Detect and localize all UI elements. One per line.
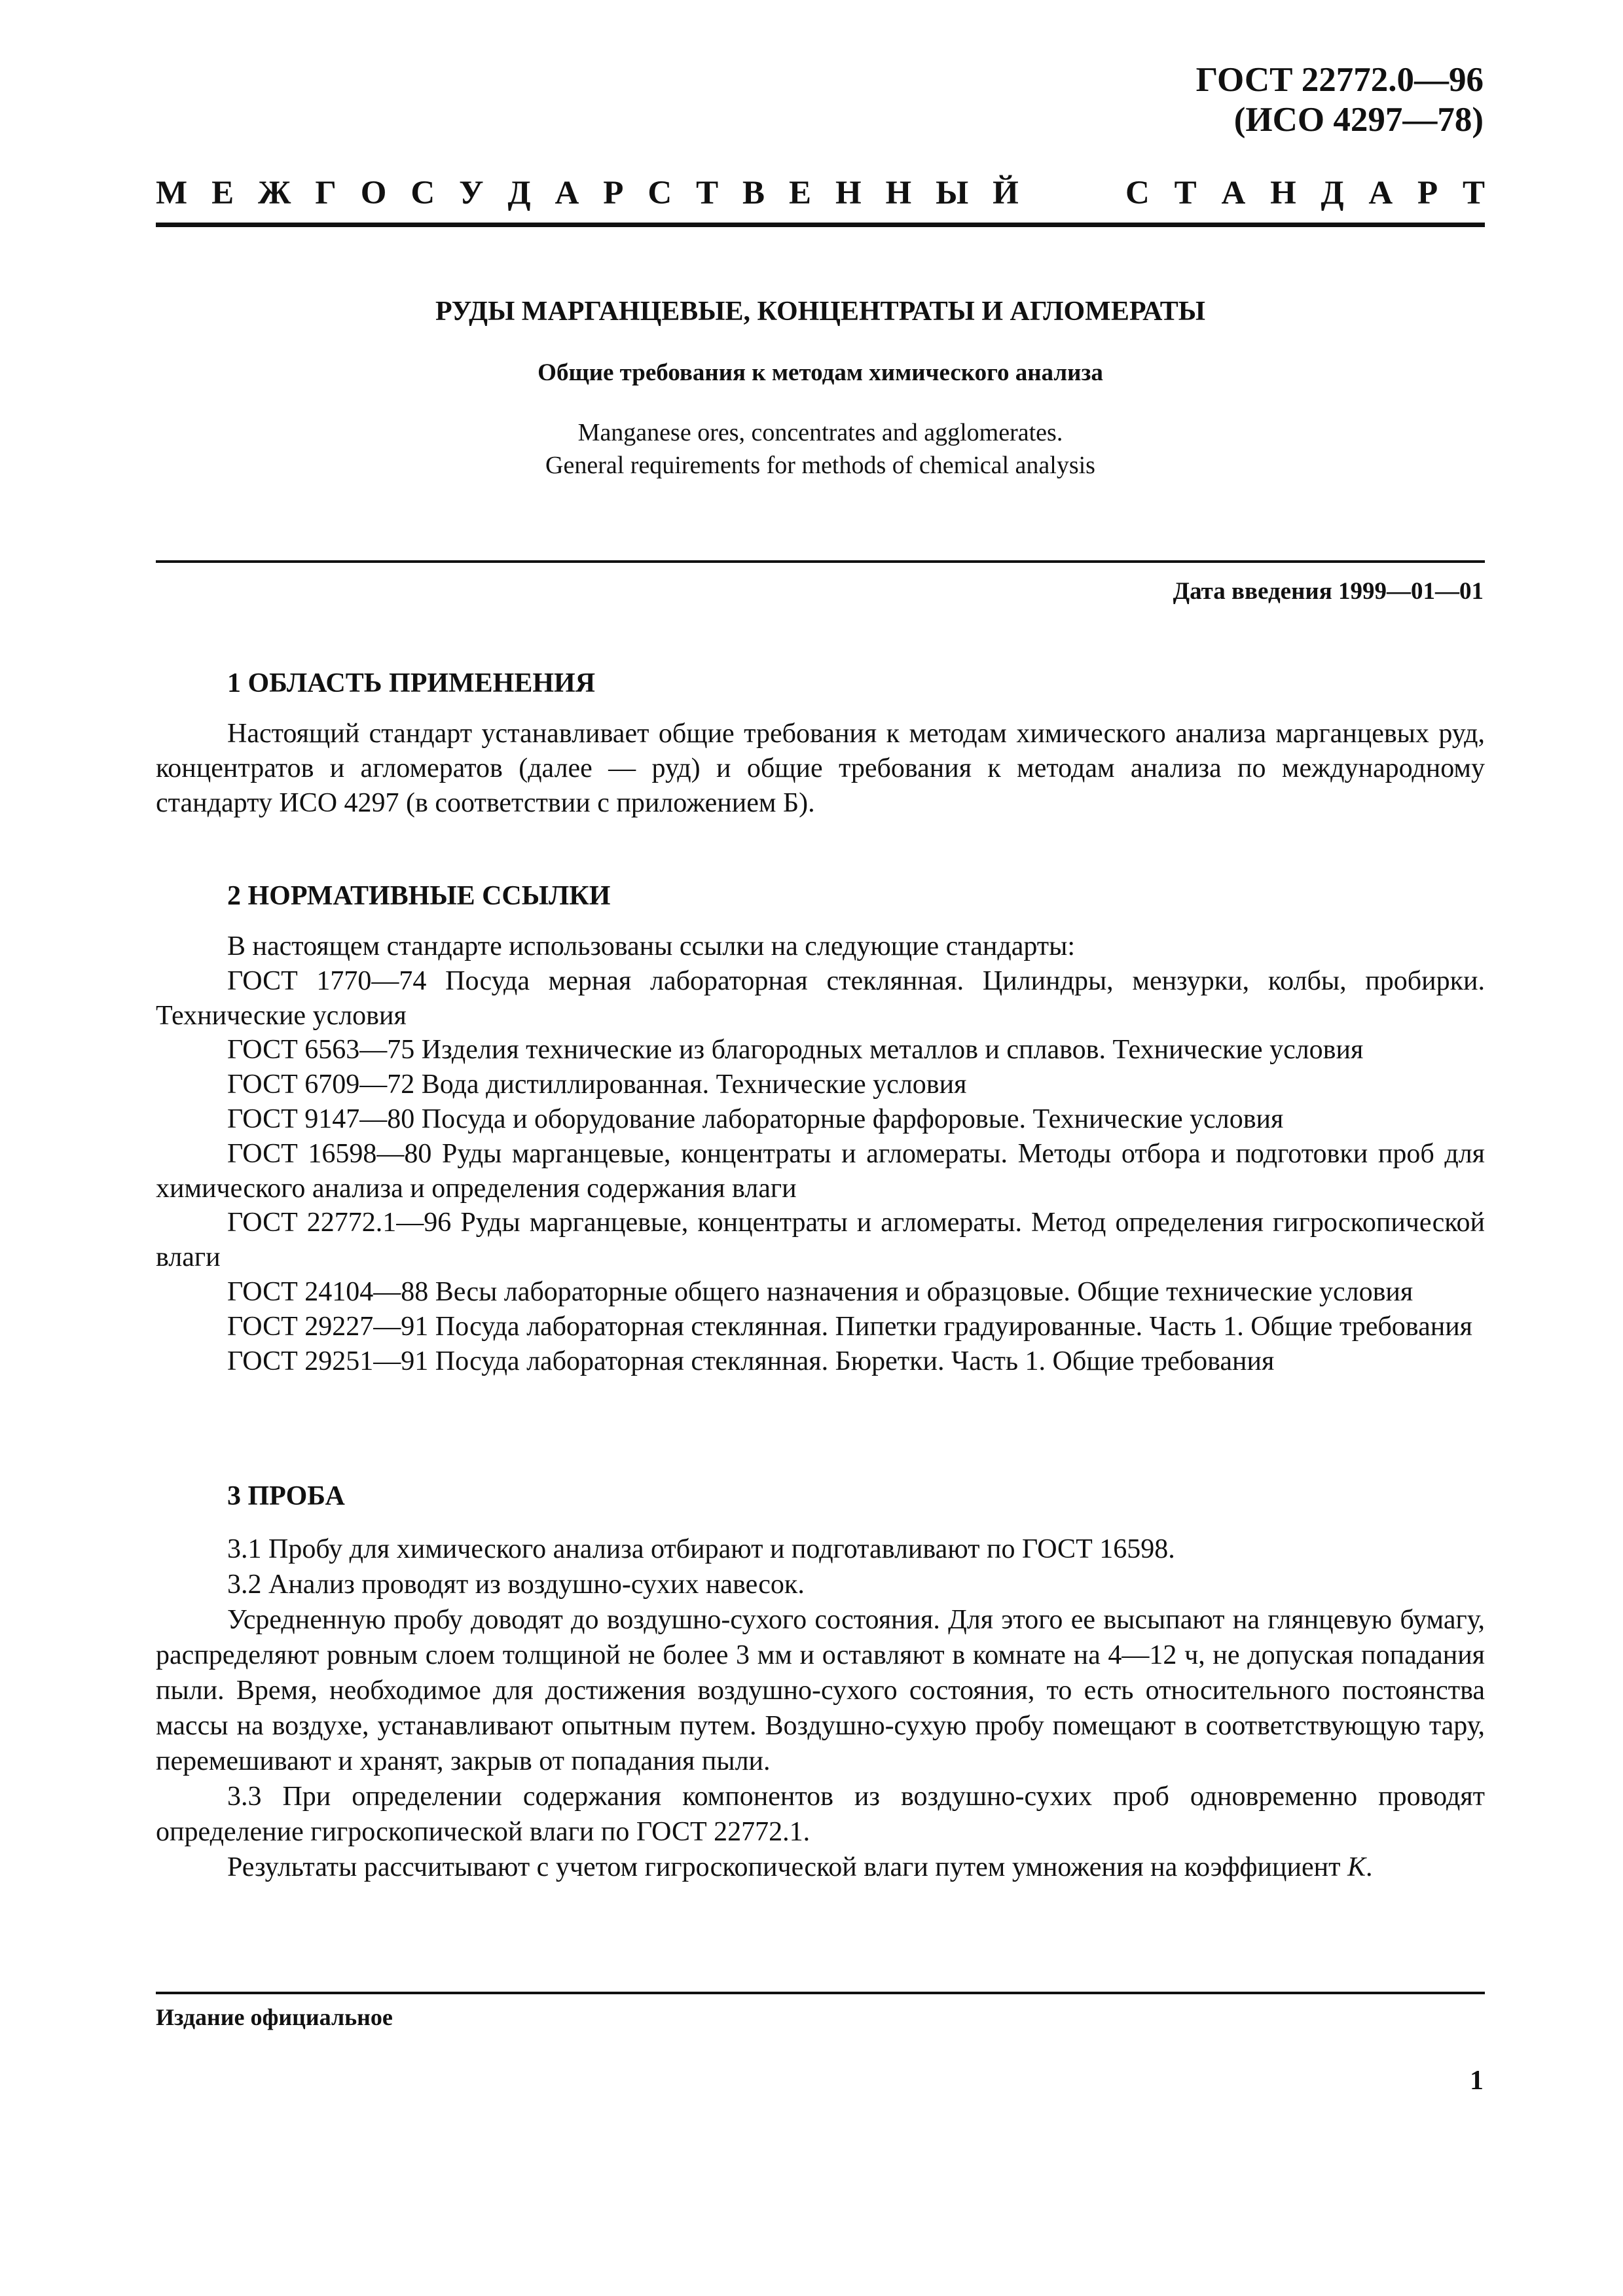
banner-letter: С (647, 175, 672, 211)
banner-letter: С (410, 175, 435, 211)
banner-letter: Й (993, 175, 1019, 211)
official-edition-label: Издание официальное (156, 2004, 393, 2030)
reference-item: ГОСТ 16598—80 Руды марганцевые, концентраты и агломераты. Методы отбора и подготовки проб для химического анализа и определения содержания влаги (156, 1138, 1485, 1204)
banner-letter: Р (1417, 175, 1438, 211)
banner-letter: А (1368, 175, 1393, 211)
section-3-body (156, 1532, 1485, 1885)
reference-item: ГОСТ 9147—80 Посуда и оборудование лабораторные фарфоровые. Технические условия (227, 1103, 1284, 1134)
english-title (156, 416, 1485, 482)
banner-letter: Ж (258, 175, 291, 211)
banner-letter: Т (1174, 175, 1197, 211)
reference-item: ГОСТ 6563—75 Изделия технические из благородных металлов и сплавов. Технические условия (227, 1035, 1364, 1066)
section-1-body (156, 717, 1485, 821)
paragraph: 3.2 Анализ проводят из воздушно-сухих навесок. (227, 1570, 805, 1600)
banner-letter: Т (696, 175, 719, 211)
banner-letter: Е (211, 175, 234, 211)
section-2-body (156, 929, 1485, 1378)
banner-letter: Н (885, 175, 912, 211)
paragraph: Результаты рассчитывают с учетом гигроскопической влаги путем умножения на коэффициент K. (227, 1852, 1373, 1882)
reference-item: ГОСТ 6709—72 Вода дистиллированная. Технические условия (227, 1069, 967, 1100)
variable-k: K (1347, 1852, 1366, 1882)
footer-rule-line (156, 1992, 1485, 1994)
section-2-heading: 2 НОРМАТИВНЫЕ ССЫЛКИ (227, 881, 611, 911)
reference-item: ГОСТ 1770—74 Посуда мерная лабораторная стеклянная. Цилиндры, мензурки, колбы, пробирки. Технические условия (156, 965, 1485, 1031)
reference-item: ГОСТ 29227—91 Посуда лабораторная стеклянная. Пипетки градуированные. Часть 1. Общие требования (227, 1311, 1472, 1342)
page-number: 1 (1470, 2066, 1484, 2096)
designation-line-1: ГОСТ 22772.0—96 (1195, 61, 1484, 99)
title-rule (156, 560, 1485, 563)
banner-letter: Н (835, 175, 862, 211)
standard-designation (1196, 60, 1484, 140)
english-title-line-2: General requirements for methods of chemical analysis (545, 452, 1095, 479)
banner-rule (156, 223, 1485, 227)
section-1-heading: 1 ОБЛАСТЬ ПРИМЕНЕНИЯ (227, 668, 596, 698)
introduction-date: Дата введения 1999—01—01 (1173, 578, 1484, 605)
reference-item: ГОСТ 29251—91 Посуда лабораторная стеклянная. Бюретки. Часть 1. Общие требования (227, 1346, 1275, 1376)
banner-letter: Т (1462, 175, 1485, 211)
banner-letter: А (1221, 175, 1246, 211)
paragraph: 3.1 Пробу для химического анализа отбирают и подготавливают по ГОСТ 16598. (227, 1534, 1175, 1564)
document-subtitle: Общие требования к методам химического анализа (538, 359, 1103, 386)
banner-letter: С (1125, 175, 1150, 211)
banner-letter: Г (315, 175, 337, 211)
banner-letter: Р (603, 175, 624, 211)
banner-letter: Ы (936, 175, 969, 211)
banner-letter: У (459, 175, 484, 211)
paragraph: Настоящий стандарт устанавливает общие требования к методам химического анализа марганцевых руд, концентратов и агломератов (далее — руд) и общие требования к методам анализа по международному стандарту ИСО 4297 (в соответствии с приложением Б). (156, 719, 1485, 818)
standard-banner (156, 173, 1485, 213)
designation-line-2: (ИСО 4297—78) (1233, 101, 1484, 139)
banner-word-1 (156, 173, 1019, 213)
paragraph: Усредненную пробу доводят до воздушно-сухого состояния. Для этого ее высыпают на глянцевую бумагу, распределяют ровным слоем толщиной не более 3 мм и оставляют в комнате на 4—12 ч, не допуская попадания пыли. Время, необходимое для достижения воздушно-сухого состояния, то есть относительного постоянства массы на воздухе, устанавливают опытным путем. Воздушно-сухую пробу помещают в соответствующую тару, перемешивают и хранят, закрыв от попадания пыли. (156, 1605, 1485, 1776)
reference-item: ГОСТ 24104—88 Весы лабораторные общего назначения и образцовые. Общие технические условия (227, 1276, 1413, 1307)
banner-letter: О (360, 175, 387, 211)
paragraph: 3.3 При определении содержания компонентов из воздушно-сухих проб одновременно проводят определение гигроскопической влаги по ГОСТ 22772.1. (156, 1782, 1485, 1847)
paragraph: В настоящем стандарте использованы ссылки на следующие стандарты: (227, 931, 1076, 961)
banner-letter: Е (789, 175, 812, 211)
english-title-line-1: Manganese ores, concentrates and agglomerates. (577, 419, 1063, 446)
document-title: РУДЫ МАРГАНЦЕВЫЕ, КОНЦЕНТРАТЫ И АГЛОМЕРАТЫ (435, 296, 1206, 327)
banner-letter: Д (507, 175, 531, 211)
section-3-heading: 3 ПРОБА (227, 1481, 345, 1511)
banner-letter: Н (1270, 175, 1296, 211)
banner-letter: А (555, 175, 579, 211)
banner-letter: Д (1321, 175, 1344, 211)
reference-item: ГОСТ 22772.1—96 Руды марганцевые, концентраты и агломераты. Метод определения гигроскопической влаги (156, 1208, 1485, 1273)
banner-letter: М (156, 175, 188, 211)
banner-letter: В (742, 175, 765, 211)
banner-word-2 (1125, 173, 1485, 213)
